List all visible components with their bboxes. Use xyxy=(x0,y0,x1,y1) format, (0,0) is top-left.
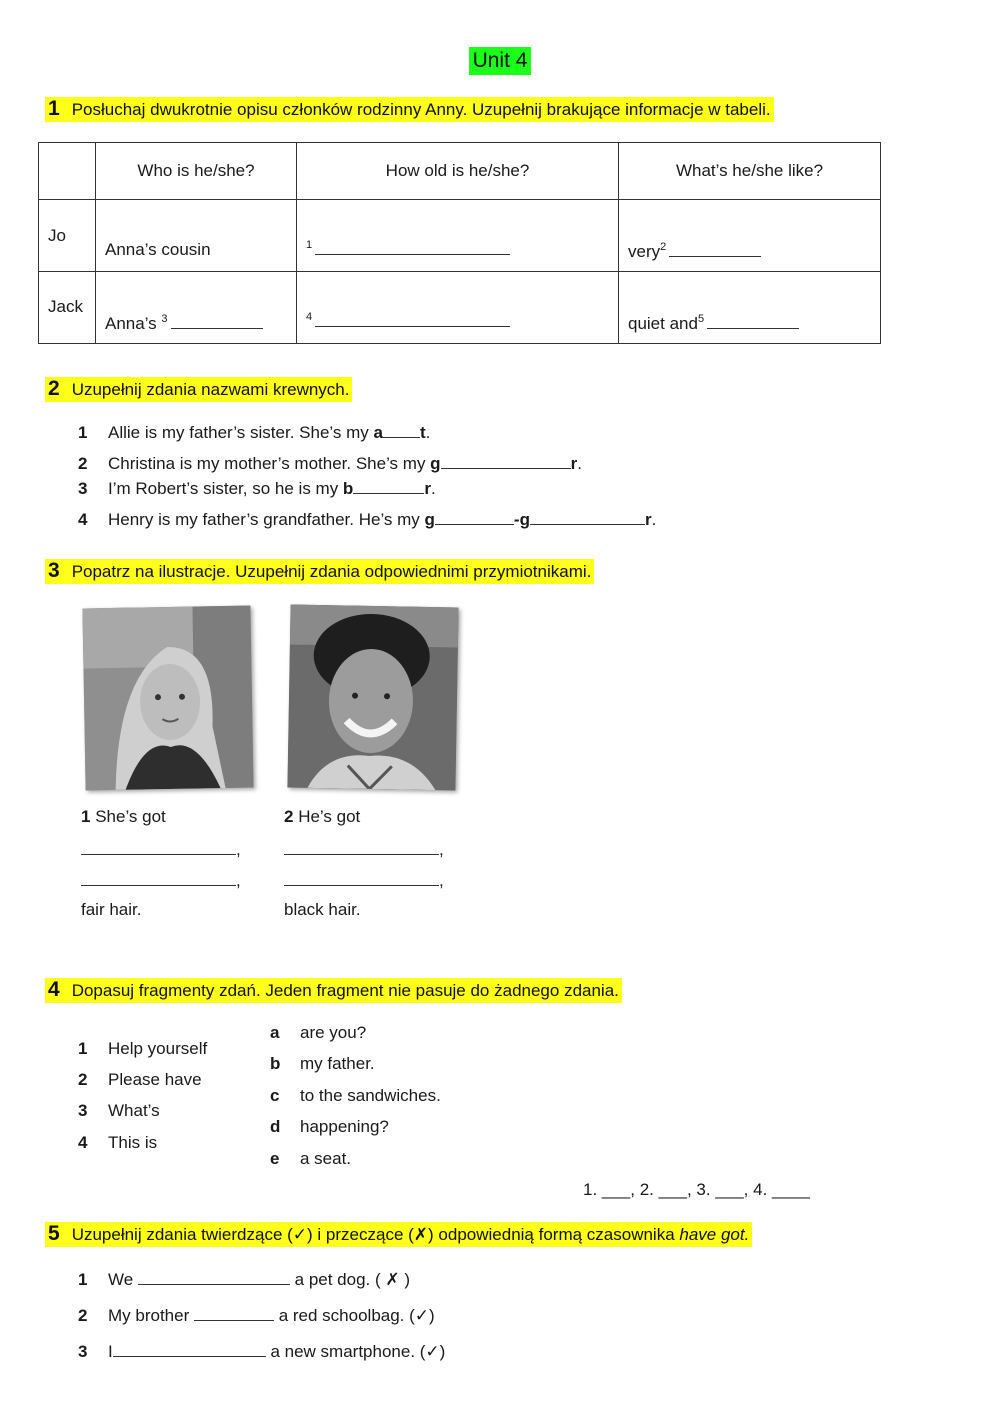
adjective-blank[interactable]: , xyxy=(284,838,444,860)
relative-blank[interactable] xyxy=(353,477,424,494)
ex2-instruction xyxy=(45,377,352,402)
ex5-instruction-verb: have got. xyxy=(679,1225,750,1244)
list-item: 2 Christina is my mother’s mother. She’s my g r. xyxy=(78,454,582,473)
list-item: 1 Help yourself xyxy=(78,1039,208,1058)
table-row xyxy=(39,272,881,344)
ex3-item-1-label: 1 She’s got xyxy=(81,807,166,826)
list-item: 3 I’m Robert’s sister, so he is my b r. xyxy=(78,479,436,498)
list-item: 3 I a new smartphone. (✓) xyxy=(78,1342,446,1361)
blank-1[interactable]: 1 xyxy=(306,238,510,260)
table-row xyxy=(39,200,881,272)
header-who: Who is he/she? xyxy=(96,143,297,200)
blank-4[interactable]: 4 xyxy=(306,310,510,332)
list-item: 1 Allie is my father’s sister. She’s my a t. xyxy=(78,423,431,442)
page-title: Unit 4 xyxy=(469,47,531,75)
blank-2[interactable]: very$^2$ xyxy=(628,240,761,262)
ex3-instruction xyxy=(45,559,594,584)
ex4-number: 4 xyxy=(48,978,60,1001)
verb-blank[interactable] xyxy=(194,1304,274,1321)
relative-blank[interactable] xyxy=(530,508,645,525)
ex3-number: 3 xyxy=(48,559,60,582)
ex5-instruction xyxy=(45,1222,752,1247)
ex2-instruction-text: Uzupełnij zdania nazwami krewnych. xyxy=(71,380,350,399)
family-table xyxy=(38,142,881,344)
man-photo xyxy=(287,605,458,791)
list-item: 4 This is xyxy=(78,1133,158,1152)
verb-blank[interactable] xyxy=(113,1340,266,1357)
ex4-instruction-text: Dopasuj fragmenty zdań. Jeden fragment nie pasuje do żadnego zdania. xyxy=(71,981,619,1000)
list-item: d happening? xyxy=(270,1117,389,1136)
row-name: Jack xyxy=(48,297,83,316)
table-corner xyxy=(39,143,96,200)
adjective-blank[interactable]: , xyxy=(81,838,241,860)
ex1-number: 1 xyxy=(48,97,60,120)
blank-3[interactable]: Anna’s $^3$ xyxy=(105,312,263,334)
adjective-blank[interactable]: , xyxy=(81,869,241,891)
relative-blank[interactable] xyxy=(435,508,514,525)
list-item: e a seat. xyxy=(270,1149,352,1168)
header-age: How old is he/she? xyxy=(297,143,619,200)
row-name: Jo xyxy=(48,226,66,245)
header-like: What’s he/she like? xyxy=(619,143,881,200)
list-item: c to the sandwiches. xyxy=(270,1086,441,1105)
list-item: 3 What’s xyxy=(78,1101,160,1120)
list-item: 1 We a pet dog. ( ✗ ) xyxy=(78,1270,411,1289)
row-who: Anna’s cousin xyxy=(105,240,211,259)
ex3-item-1-end: fair hair. xyxy=(81,900,142,919)
ex5-number: 5 xyxy=(48,1222,60,1245)
list-item: 2 Please have xyxy=(78,1070,202,1089)
list-item: b my father. xyxy=(270,1054,375,1073)
relative-blank[interactable] xyxy=(441,452,571,469)
blank-5[interactable]: quiet and$^5$ xyxy=(628,312,799,334)
verb-blank[interactable] xyxy=(138,1268,290,1285)
ex3-instruction-text: Popatrz na ilustracje. Uzupełnij zdania odpowiednimi przymiotnikami. xyxy=(71,562,592,581)
list-item: a are you? xyxy=(270,1023,367,1042)
ex4-instruction xyxy=(45,978,622,1003)
adjective-blank[interactable]: , xyxy=(284,869,444,891)
ex3-item-2-end: black hair. xyxy=(284,900,361,919)
woman-photo xyxy=(82,606,253,791)
relative-blank[interactable] xyxy=(383,421,420,438)
list-item: 4 Henry is my father’s grandfather. He’s my g -g r. xyxy=(78,510,657,529)
ex2-number: 2 xyxy=(48,377,60,400)
ex1-instruction xyxy=(45,97,774,122)
ex1-instruction-text: Posłuchaj dwukrotnie opisu członków rodzinny Anny. Uzupełnij brakujące informacje w tabeli. xyxy=(71,100,771,119)
list-item: 2 My brother a red schoolbag. (✓) xyxy=(78,1306,435,1325)
ex3-item-2-label: 2 He’s got xyxy=(284,807,361,826)
ex5-instruction-text: Uzupełnij zdania twierdzące (✓) i przeczące (✗) odpowiednią formą czasownika xyxy=(71,1225,680,1244)
matching-answers[interactable]: 1. ___, 2. ___, 3. ___, 4. ____ xyxy=(583,1180,810,1199)
